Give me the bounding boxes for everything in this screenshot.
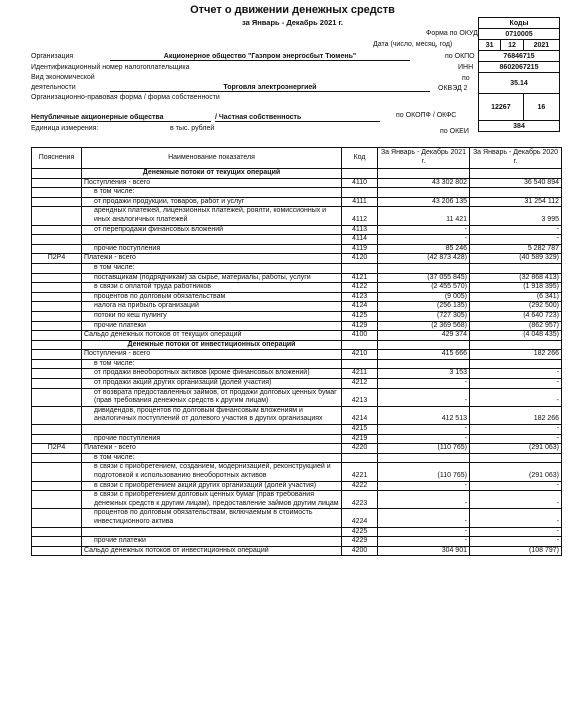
table-row: [32, 302, 562, 312]
row-code: 4220: [342, 444, 378, 454]
row-note: [32, 302, 82, 312]
row-name: прочие поступления: [82, 434, 342, 444]
activity-value: Торговля электроэнергией: [110, 84, 430, 92]
table-row: [32, 537, 562, 547]
table-row: [32, 207, 562, 225]
table-row: [32, 369, 562, 379]
row-name: Поступления - всего: [82, 350, 342, 360]
row-value-2021: (110 765): [378, 444, 470, 454]
row-name: поставщикам (подрядчикам) за сырье, материалы, работы, услуги: [82, 273, 342, 283]
row-name: арендных платежей, лицензионных платежей, роялти, комиссионных и иных аналогичных платежей: [82, 207, 342, 225]
row-note: [32, 546, 82, 556]
cashflow-table: [31, 147, 562, 556]
row-name: от продажи акций других организаций (долей участия): [82, 379, 342, 389]
row-code: 4120: [342, 254, 378, 264]
date-label: Дата (число, месяц, год): [373, 41, 453, 48]
row-value-2021: [378, 263, 470, 273]
okved-label-2: ОКВЭД 2: [438, 85, 468, 92]
row-name: от продажи продукции, товаров, работ и услуг: [82, 197, 342, 207]
row-code: 4221: [342, 463, 378, 481]
row-value-2020: -: [470, 235, 562, 245]
row-note: [32, 379, 82, 389]
row-code: 4224: [342, 509, 378, 527]
table-row: [32, 481, 562, 491]
row-code: 4129: [342, 321, 378, 331]
row-note: [32, 453, 82, 463]
row-note: [32, 388, 82, 406]
row-value-2020: 31 254 112: [470, 197, 562, 207]
table-row: [32, 197, 562, 207]
row-value-2020: 182 266: [470, 350, 562, 360]
row-value-2020: [470, 169, 562, 179]
row-value-2021: -: [378, 425, 470, 435]
row-code: 4114: [342, 235, 378, 245]
codes-box: [478, 17, 560, 132]
row-code: [342, 453, 378, 463]
row-code: [342, 263, 378, 273]
row-note: [32, 273, 82, 283]
row-code: 4223: [342, 491, 378, 509]
row-name: Платежи - всего: [82, 444, 342, 454]
table-row: [32, 254, 562, 264]
row-value-2021: [378, 188, 470, 198]
row-name: в том числе:: [82, 359, 342, 369]
okei-value: 384: [479, 121, 560, 132]
table-row: [32, 546, 562, 556]
table-row: [32, 235, 562, 245]
table-row: [32, 292, 562, 302]
table-row: [32, 283, 562, 293]
row-code: 4229: [342, 537, 378, 547]
legal-form-label: Организационно-правовая форма / форма собственности: [31, 94, 220, 101]
row-value-2020: -: [470, 369, 562, 379]
row-note: П2Р4: [32, 254, 82, 264]
row-name: от продажи внеоборотных активов (кроме финансовых вложений): [82, 369, 342, 379]
row-code: 4125: [342, 311, 378, 321]
row-value-2021: -: [378, 388, 470, 406]
date-day: 31: [479, 40, 501, 51]
row-value-2020: -: [470, 425, 562, 435]
table-row: [32, 453, 562, 463]
row-value-2020: 3 995: [470, 207, 562, 225]
row-note: [32, 509, 82, 527]
row-value-2021: 43 206 135: [378, 197, 470, 207]
row-value-2020: -: [470, 388, 562, 406]
row-value-2020: [470, 340, 562, 350]
row-value-2021: 3 153: [378, 369, 470, 379]
row-name: от перепродажи финансовых вложений: [82, 225, 342, 235]
row-value-2020: (291 063): [470, 444, 562, 454]
row-value-2020: [470, 263, 562, 273]
row-value-2021: (256 135): [378, 302, 470, 312]
row-value-2021: -: [378, 537, 470, 547]
row-value-2021: -: [378, 434, 470, 444]
table-row: [32, 491, 562, 509]
row-value-2021: -: [378, 379, 470, 389]
okei-label: по ОКЕИ: [440, 128, 469, 135]
table-row: [32, 425, 562, 435]
row-code: 4211: [342, 369, 378, 379]
row-value-2021: -: [378, 225, 470, 235]
row-value-2020: 182 266: [470, 406, 562, 424]
row-name: Сальдо денежных потоков от инвестиционных операций: [82, 546, 342, 556]
row-value-2021: 43 302 802: [378, 178, 470, 188]
row-value-2020: (40 589 329): [470, 254, 562, 264]
table-row: [32, 188, 562, 198]
okud-value: 0710005: [479, 29, 560, 40]
row-value-2021: [378, 453, 470, 463]
row-code: [342, 340, 378, 350]
row-value-2020: (292 500): [470, 302, 562, 312]
row-note: [32, 263, 82, 273]
row-note: [32, 537, 82, 547]
row-value-2020: (108 797): [470, 546, 562, 556]
row-name: прочие поступления: [82, 244, 342, 254]
row-note: [32, 481, 82, 491]
org-name: Акционерное общество "Газпром энергосбыт Тюмень": [110, 53, 410, 61]
table-row: [32, 321, 562, 331]
table-row: [32, 444, 562, 454]
row-value-2021: [378, 169, 470, 179]
row-code: [342, 188, 378, 198]
row-value-2020: -: [470, 509, 562, 527]
row-name: в том числе:: [82, 263, 342, 273]
row-value-2020: (291 063): [470, 463, 562, 481]
row-value-2020: [470, 188, 562, 198]
table-row: [32, 434, 562, 444]
codes-header: Коды: [479, 18, 560, 29]
row-value-2021: 415 666: [378, 350, 470, 360]
row-note: [32, 434, 82, 444]
table-row: [32, 331, 562, 341]
row-note: [32, 235, 82, 245]
row-value-2020: (4 640 723): [470, 311, 562, 321]
row-value-2020: (862 957): [470, 321, 562, 331]
row-code: 4225: [342, 527, 378, 537]
row-name: Сальдо денежных потоков от текущих операций: [82, 331, 342, 341]
row-value-2021: [378, 340, 470, 350]
opf-label: по ОКОПФ / ОКФС: [396, 112, 457, 119]
row-code: [342, 169, 378, 179]
row-note: [32, 225, 82, 235]
table-row: [32, 509, 562, 527]
table-row: [32, 340, 562, 350]
row-code: 4210: [342, 350, 378, 360]
row-name: прочие платежи: [82, 537, 342, 547]
unit-value: в тыс. рублей: [170, 125, 215, 132]
col-header-name: Наименование показателя: [82, 148, 342, 169]
row-name: в связи с приобретением долговых ценных бумаг (прав требования денежных средств к другим лицам), предоставление займов другим лицам: [82, 491, 342, 509]
row-note: [32, 321, 82, 331]
row-value-2020: (32 868 413): [470, 273, 562, 283]
row-code: 4123: [342, 292, 378, 302]
table-row: [32, 350, 562, 360]
row-name: прочие платежи: [82, 321, 342, 331]
row-code: [342, 359, 378, 369]
row-name: Поступления - всего: [82, 178, 342, 188]
okfs-value: 16: [523, 94, 559, 121]
table-row: [32, 311, 562, 321]
row-name: [82, 235, 342, 245]
row-note: [32, 197, 82, 207]
row-value-2021: -: [378, 491, 470, 509]
table-row: [32, 463, 562, 481]
row-note: [32, 283, 82, 293]
row-value-2021: -: [378, 481, 470, 491]
okud-label: Форма по ОКУД: [426, 30, 478, 37]
row-value-2020: -: [470, 481, 562, 491]
report-title: Отчет о движении денежных средств: [190, 4, 395, 16]
row-note: [32, 359, 82, 369]
table-row: [32, 388, 562, 406]
unit-label: Единица измерения:: [31, 125, 99, 132]
table-row: [32, 244, 562, 254]
row-code: 4113: [342, 225, 378, 235]
row-value-2021: 85 246: [378, 244, 470, 254]
okved-label-1: по: [462, 75, 470, 82]
date-month: 12: [501, 40, 523, 51]
row-value-2020: -: [470, 537, 562, 547]
row-value-2021: 304 901: [378, 546, 470, 556]
row-note: [32, 188, 82, 198]
row-code: 4200: [342, 546, 378, 556]
row-value-2020: (1 918 395): [470, 283, 562, 293]
row-note: [32, 491, 82, 509]
opf-value: 12267: [479, 94, 524, 121]
row-name: потоки по кеш пулингу: [82, 311, 342, 321]
row-code: 4222: [342, 481, 378, 491]
row-name: в том числе:: [82, 453, 342, 463]
activity-label-2: деятельности: [31, 84, 76, 91]
row-name: в том числе:: [82, 188, 342, 198]
table-row: [32, 225, 562, 235]
table-row: [32, 527, 562, 537]
table-header-row: [32, 148, 562, 169]
row-code: 4212: [342, 379, 378, 389]
row-note: [32, 340, 82, 350]
row-value-2020: (4 048 435): [470, 331, 562, 341]
row-note: [32, 292, 82, 302]
row-name: налога на прибыль организаций: [82, 302, 342, 312]
row-code: 4122: [342, 283, 378, 293]
row-value-2021: (2 369 568): [378, 321, 470, 331]
row-value-2021: [378, 359, 470, 369]
okved-value: 35.14: [479, 73, 560, 94]
row-code: 4119: [342, 244, 378, 254]
activity-label-1: Вид экономической: [31, 74, 95, 81]
row-value-2020: [470, 359, 562, 369]
table-row: [32, 379, 562, 389]
col-header-code: Код: [342, 148, 378, 169]
row-note: [32, 350, 82, 360]
row-value-2021: (2 455 570): [378, 283, 470, 293]
ownership-value: / Частная собственность: [215, 114, 380, 122]
row-note: [32, 311, 82, 321]
row-name: в связи с приобретением, созданием, модернизацией, реконструкцией и подготовкой к использованию внеоборотных активов: [82, 463, 342, 481]
row-note: [32, 169, 82, 179]
row-note: [32, 425, 82, 435]
okpo-label: по ОКПО: [445, 53, 475, 60]
row-value-2021: (727 305): [378, 311, 470, 321]
row-value-2020: 5 282 787: [470, 244, 562, 254]
row-value-2020: -: [470, 491, 562, 509]
row-code: 4215: [342, 425, 378, 435]
row-value-2021: -: [378, 527, 470, 537]
row-value-2020: 36 540 894: [470, 178, 562, 188]
row-value-2021: 429 374: [378, 331, 470, 341]
row-code: 4121: [342, 273, 378, 283]
col-header-2021: За Январь - Декабрь 2021 г.: [378, 148, 470, 169]
row-value-2021: (110 765): [378, 463, 470, 481]
row-code: 4112: [342, 207, 378, 225]
row-value-2020: (6 341): [470, 292, 562, 302]
inn-value: 8602067215: [479, 62, 560, 73]
inn-row-label: Идентификационный номер налогоплательщика: [31, 64, 190, 71]
row-value-2021: -: [378, 235, 470, 245]
okpo-value: 76846715: [479, 51, 560, 62]
row-value-2021: -: [378, 509, 470, 527]
row-value-2020: -: [470, 434, 562, 444]
row-code: 4124: [342, 302, 378, 312]
col-header-2020: За Январь - Декабрь 2020 г.: [470, 148, 562, 169]
row-note: [32, 207, 82, 225]
row-name: Платежи - всего: [82, 254, 342, 264]
row-name: процентов по долговым обязательствам: [82, 292, 342, 302]
row-note: [32, 369, 82, 379]
row-value-2021: 11 421: [378, 207, 470, 225]
row-name: процентов по долговым обязательствам, включаемым в стоимость инвестиционного актива: [82, 509, 342, 527]
row-note: [32, 178, 82, 188]
row-value-2021: (37 055 845): [378, 273, 470, 283]
row-value-2020: -: [470, 527, 562, 537]
row-code: 4219: [342, 434, 378, 444]
row-code: 4100: [342, 331, 378, 341]
row-note: [32, 463, 82, 481]
row-value-2021: (9 005): [378, 292, 470, 302]
table-row: [32, 406, 562, 424]
table-row: [32, 169, 562, 179]
row-code: 4213: [342, 388, 378, 406]
report-period: за Январь - Декабрь 2021 г.: [241, 18, 343, 27]
row-code: 4111: [342, 197, 378, 207]
row-note: [32, 244, 82, 254]
row-value-2020: -: [470, 379, 562, 389]
row-name: [82, 425, 342, 435]
table-row: [32, 359, 562, 369]
row-note: [32, 331, 82, 341]
date-year: 2021: [523, 40, 559, 51]
row-note: [32, 406, 82, 424]
table-row: [32, 273, 562, 283]
row-value-2020: -: [470, 225, 562, 235]
row-name: Денежные потоки от текущих операций: [82, 169, 342, 179]
row-code: 4214: [342, 406, 378, 424]
org-label: Организация: [31, 53, 74, 60]
table-row: [32, 178, 562, 188]
row-name: Денежные потоки от инвестиционных операций: [82, 340, 342, 350]
legal-form-value: Непубличные акционерные общества: [31, 114, 211, 122]
row-note: [32, 527, 82, 537]
row-name: в связи с приобретением акций других организаций (долей участия): [82, 481, 342, 491]
col-header-note: Пояснения: [32, 148, 82, 169]
row-code: 4110: [342, 178, 378, 188]
row-name: дивидендов, процентов по долговым финансовым вложениям и аналогичных поступлений от долевого участия в других организациях: [82, 406, 342, 424]
row-value-2021: 412 513: [378, 406, 470, 424]
row-name: от возврата предоставленных займов, от продажи долговых ценных бумаг (прав требования денежных средств к другим лицам): [82, 388, 342, 406]
row-note: П2Р4: [32, 444, 82, 454]
row-value-2021: (42 873 428): [378, 254, 470, 264]
inn-label: ИНН: [458, 64, 474, 71]
row-value-2020: [470, 453, 562, 463]
row-name: [82, 527, 342, 537]
table-row: [32, 263, 562, 273]
row-name: в связи с оплатой труда работников: [82, 283, 342, 293]
